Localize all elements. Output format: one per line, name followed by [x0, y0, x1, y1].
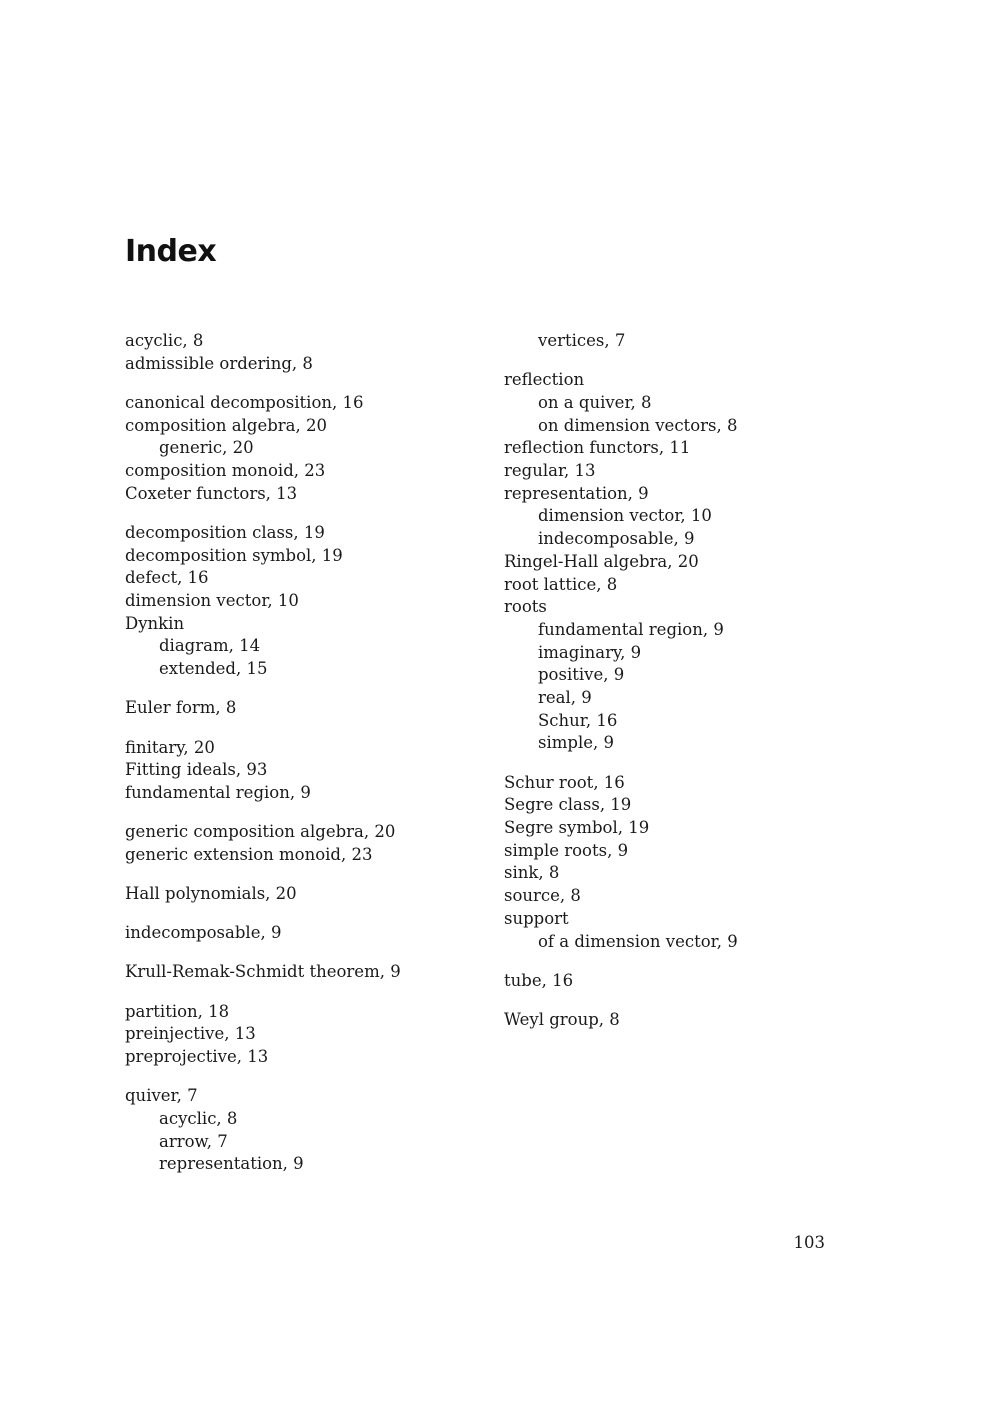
index-subentry: imaginary, 9 — [538, 642, 642, 662]
index-entry: composition algebra, 20 — [125, 415, 327, 435]
index-entry: regular, 13 — [504, 461, 596, 481]
index-entry: fundamental region, 9 — [125, 782, 311, 802]
index-subentry: representation, 9 — [159, 1154, 304, 1174]
index-letter-group — [125, 522, 495, 681]
index-letter-group — [125, 922, 495, 945]
index-letter-group — [504, 1009, 874, 1032]
index-entry: Schur root, 16 — [504, 772, 625, 792]
index-entry: representation, 9 — [504, 483, 649, 503]
index-entry: simple roots, 9 — [504, 840, 629, 860]
index-entry: Dynkin — [125, 613, 185, 633]
index-entry: support — [504, 908, 569, 928]
index-subentry: simple, 9 — [538, 733, 614, 753]
index-entry: Krull-Remak-Schmidt theorem, 9 — [125, 962, 401, 982]
index-letter-group — [125, 737, 495, 805]
index-entry: preprojective, 13 — [125, 1047, 269, 1067]
index-subentry: on dimension vectors, 8 — [538, 415, 738, 435]
index-column-left — [125, 330, 495, 1193]
index-entry: Weyl group, 8 — [504, 1009, 620, 1029]
index-entry: defect, 16 — [125, 568, 209, 588]
index-letter-group — [504, 970, 874, 993]
index-entry: acyclic, 8 — [125, 331, 204, 350]
index-letter-group — [125, 1001, 495, 1069]
index-entry: roots — [504, 597, 547, 617]
index-column-right — [504, 330, 874, 1048]
index-subentry: diagram, 14 — [159, 636, 261, 656]
index-entry: source, 8 — [504, 886, 581, 906]
index-subentry: of a dimension vector, 9 — [538, 931, 738, 951]
index-letter-group — [504, 330, 874, 353]
index-entry: Euler form, 8 — [125, 698, 237, 718]
index-entry: root lattice, 8 — [504, 574, 618, 594]
index-subentry: dimension vector, 10 — [538, 506, 712, 526]
index-letter-group — [125, 883, 495, 906]
index-entry: Segre class, 19 — [504, 795, 632, 815]
index-entry: Fitting ideals, 93 — [125, 760, 268, 780]
index-entry: canonical decomposition, 16 — [125, 392, 364, 412]
index-entry: generic extension monoid, 23 — [125, 844, 373, 864]
index-letter-group — [125, 697, 495, 720]
page-number: 103 — [793, 1233, 825, 1252]
index-letter-group — [504, 772, 874, 954]
index-subentry: acyclic, 8 — [159, 1108, 238, 1128]
index-entry: Ringel-Hall algebra, 20 — [504, 551, 699, 571]
index-entry: quiver, 7 — [125, 1086, 198, 1106]
index-entry: reflection — [504, 370, 585, 390]
index-subentry: Schur, 16 — [538, 710, 618, 730]
index-entry: finitary, 20 — [125, 737, 215, 757]
index-entry: sink, 8 — [504, 863, 560, 883]
index-entry: indecomposable, 9 — [125, 923, 282, 943]
page-title: Index — [125, 234, 217, 269]
index-entry: preinjective, 13 — [125, 1024, 256, 1044]
index-entry: Hall polynomials, 20 — [125, 884, 297, 904]
index-subentry: arrow, 7 — [159, 1131, 228, 1151]
index-letter-group — [125, 821, 495, 866]
index-entry: Coxeter functors, 13 — [125, 483, 298, 503]
index-letter-group — [125, 330, 495, 375]
index-entry: decomposition symbol, 19 — [125, 545, 343, 565]
index-subentry: real, 9 — [538, 688, 592, 708]
index-subentry: extended, 15 — [159, 659, 268, 679]
index-entry: admissible ordering, 8 — [125, 353, 313, 373]
index-subentry: positive, 9 — [538, 665, 625, 685]
index-subentry: vertices, 7 — [538, 331, 626, 350]
index-letter-group — [125, 1085, 495, 1176]
index-subentry: indecomposable, 9 — [538, 529, 695, 549]
index-letter-group — [125, 392, 495, 506]
index-entry: Segre symbol, 19 — [504, 818, 650, 838]
index-entry: reflection functors, 11 — [504, 438, 691, 458]
index-subentry: on a quiver, 8 — [538, 392, 652, 412]
index-letter-group — [125, 961, 495, 984]
index-entry: composition monoid, 23 — [125, 461, 326, 481]
index-subentry: fundamental region, 9 — [538, 619, 724, 639]
index-letter-group — [504, 369, 874, 755]
index-subentry: generic, 20 — [159, 438, 254, 458]
index-entry: decomposition class, 19 — [125, 522, 325, 542]
index-entry: generic composition algebra, 20 — [125, 822, 396, 842]
index-entry: tube, 16 — [504, 970, 574, 990]
index-entry: dimension vector, 10 — [125, 591, 299, 611]
index-entry: partition, 18 — [125, 1001, 230, 1021]
